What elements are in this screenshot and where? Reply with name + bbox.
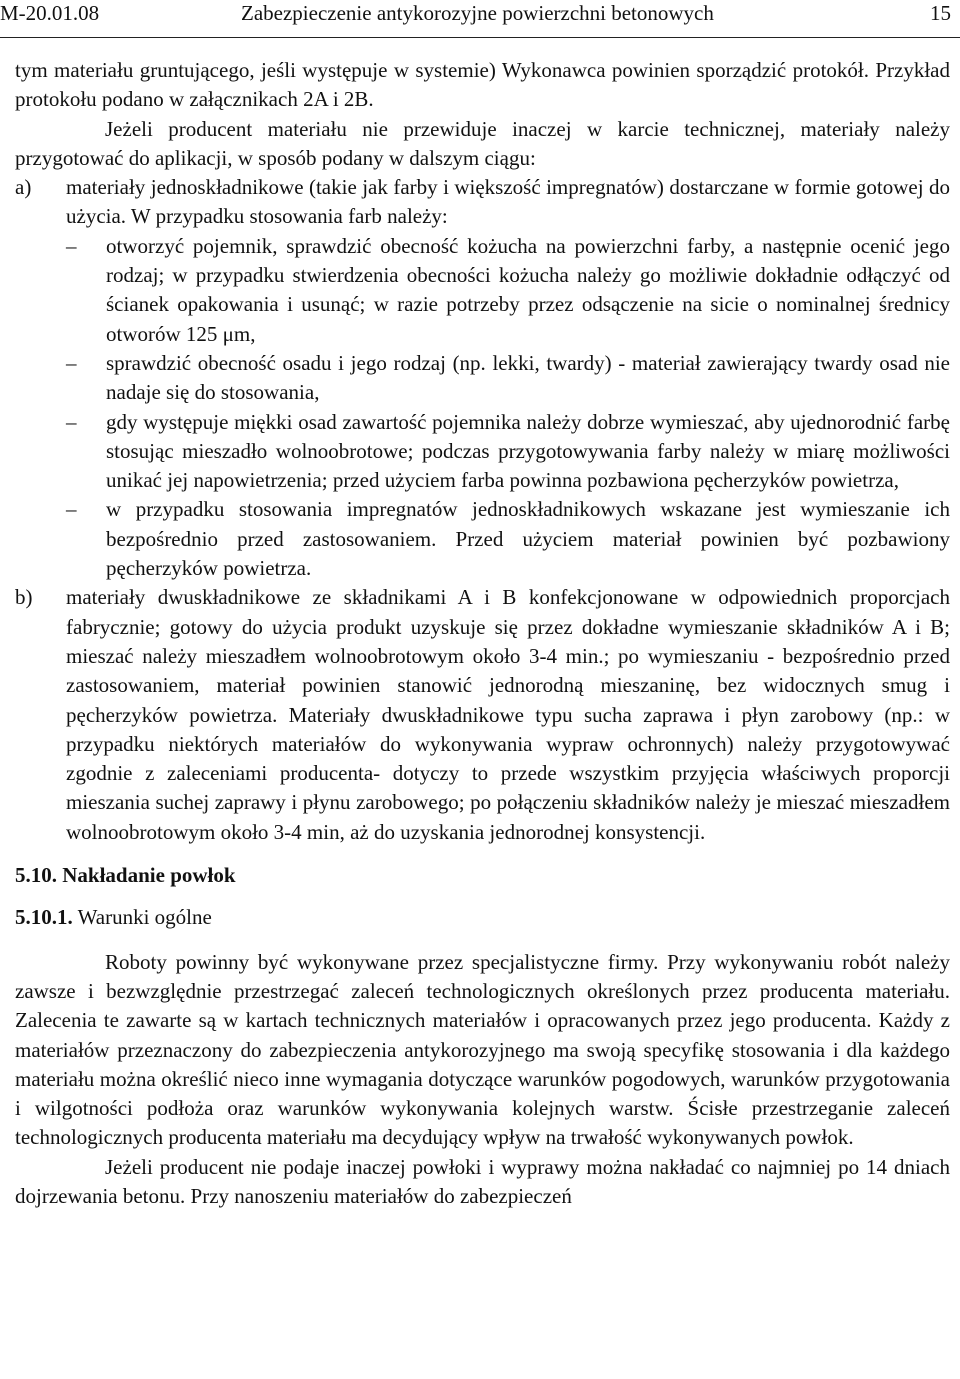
dash-list [66, 232, 950, 584]
header-divider [0, 37, 960, 38]
list-item-a-text: materiały jednoskładnikowe (takie jak farby i większość impregnatów) dostarczane w formie gotowej do użycia. W przypadku stosowania farb należy: [66, 175, 950, 229]
page-header [0, 0, 960, 40]
list-item-a [15, 173, 950, 583]
dash-marker: – [66, 350, 77, 375]
document-code: M-20.01.08 [0, 1, 100, 25]
section-heading-5-10: 5.10. Nakładanie powłok [15, 863, 236, 888]
paragraph-continuation: tym materiału gruntującego, jeśli występuje w systemie) Wykonawca powinien sporządzić protokół. Przykład protokołu podano w załącznikach 2A i 2B. [15, 58, 950, 112]
dash-marker: – [66, 497, 77, 522]
document-title: Zabezpieczenie antykorozyjne powierzchni betonowych [241, 1, 714, 25]
dash-marker: – [66, 233, 77, 258]
list-marker-a: a) [15, 175, 32, 200]
dash-list-item-text: sprawdzić obecność osadu i jego rodzaj (np. lekki, twardy) - materiał zawierający twardy osad nie nadaje się do stosowania, [106, 350, 950, 405]
section-title: Warunki ogólne [72, 905, 212, 930]
dash-list-item-text: gdy występuje miękki osad zawartość pojemnika należy dobrze wymieszać, aby ujednorodnić farbę stosując mieszadło wolnoobrotowe; podczas przygotowywania farby należy w miarę możliwości unikać jej napowietrzenia; przed użyciem farba powinna pozbawiona pęcherzyków powietrza, [106, 409, 950, 493]
spacer [15, 933, 950, 948]
section-number: 5.10.1. [15, 905, 73, 930]
dash-list-item [66, 408, 950, 496]
list-item-b-text: materiały dwuskładnikowe ze składnikami A i B konfekcjonowane w odpowiednich proporcjach fabrycznie; gotowy do użycia produkt uzyskuje się przez dokładne wymieszanie składników A i B; mieszać należy mieszadłem wolnoobrotowym około 3-4 min.; po wymieszaniu - bezpośrednio przed zastosowaniem, materiał powinien stanowić jednorodną mieszaninę, bez widocznych smug i pęcherzyków powietrza. Materiały dwuskładnikowe typu sucha zaprawa i płyn zarobowy (np.: w przypadku niektórych materiałów do wykonywania wypraw ochronnych) należy przygotowywać zgodnie z zaleceniami producenta- dotyczy to przede wszystkim przyjęcia właściwych proporcji mieszania suchej zaprawy i płynu zarobowego; po połączeniu składników należy je mieszać mieszadłem wolnoobrotowym około 3-4 min, aż do uzyskania jednorodnej konsystencji. [66, 585, 950, 844]
paragraph-preparation-intro: Jeżeli producent materiału nie przewiduje inaczej w karcie technicznej, materiały należy przygotować do aplikacji, w sposób podany w dalszym ciągu: [15, 116, 950, 170]
page-number: 15 [930, 1, 951, 25]
paragraph-curing-time: Jeżeli producent nie podaje inaczej powłoki i wyprawy można nakładać co najmniej po 14 dniach dojrzewania betonu. Przy nanoszeniu materiałów do zabezpieczeń [15, 1154, 950, 1208]
dash-list-item [66, 349, 950, 408]
dash-list-item-text: otworzyć pojemnik, sprawdzić obecność kożucha na powierzchni farby, a następnie ocenić jego rodzaj; w przypadku stwierdzenia obecności kożucha należy go możliwie dokładnie odłączyć od ścianek opakowania i usunąć; w razie potrzeby przez odsączenie na sicie o nominalnej średnicy otworów 125 μm, [106, 233, 950, 346]
dash-marker: – [66, 409, 77, 434]
document-body [15, 56, 950, 1211]
dash-list-item [66, 495, 950, 583]
section-heading-5-10-1 [15, 903, 950, 932]
paragraph-general-conditions: Roboty powinny być wykonywane przez specjalistyczne firmy. Przy wykonywaniu robót należy zawsze i bezwzględnie przestrzegać zaleceń technologicznych określonych przez producenta materiału. Zalecenia te zawarte są w kartach technicznych materiałów i opracowanych przez jego producenta. Każdy z materiałów przeznaczony do zabezpieczenia antykorozyjnego ma swoją specyfikę stosowania i dla każdego materiału można określić nieco inne wymagania dotyczące warunków pogodowych, warunków przygotowania i wilgotności podłoża oraz warunków wykonywania kolejnych warstw. Ścisłe przestrzeganie zaleceń technologicznych producenta materiału ma decydujący wpływ na trwałość wykonywanych powłok. [15, 949, 950, 1150]
list-item-b [15, 583, 950, 847]
dash-list-item [66, 232, 950, 349]
dash-list-item-text: w przypadku stosowania impregnatów jednoskładnikowych wskazane jest wymieszanie ich bezpośrednio przed zastosowaniem. Przed użyciem materiał powinien być pozbawiony pęcherzyków powietrza. [106, 497, 950, 581]
list-marker-b: b) [15, 585, 33, 610]
